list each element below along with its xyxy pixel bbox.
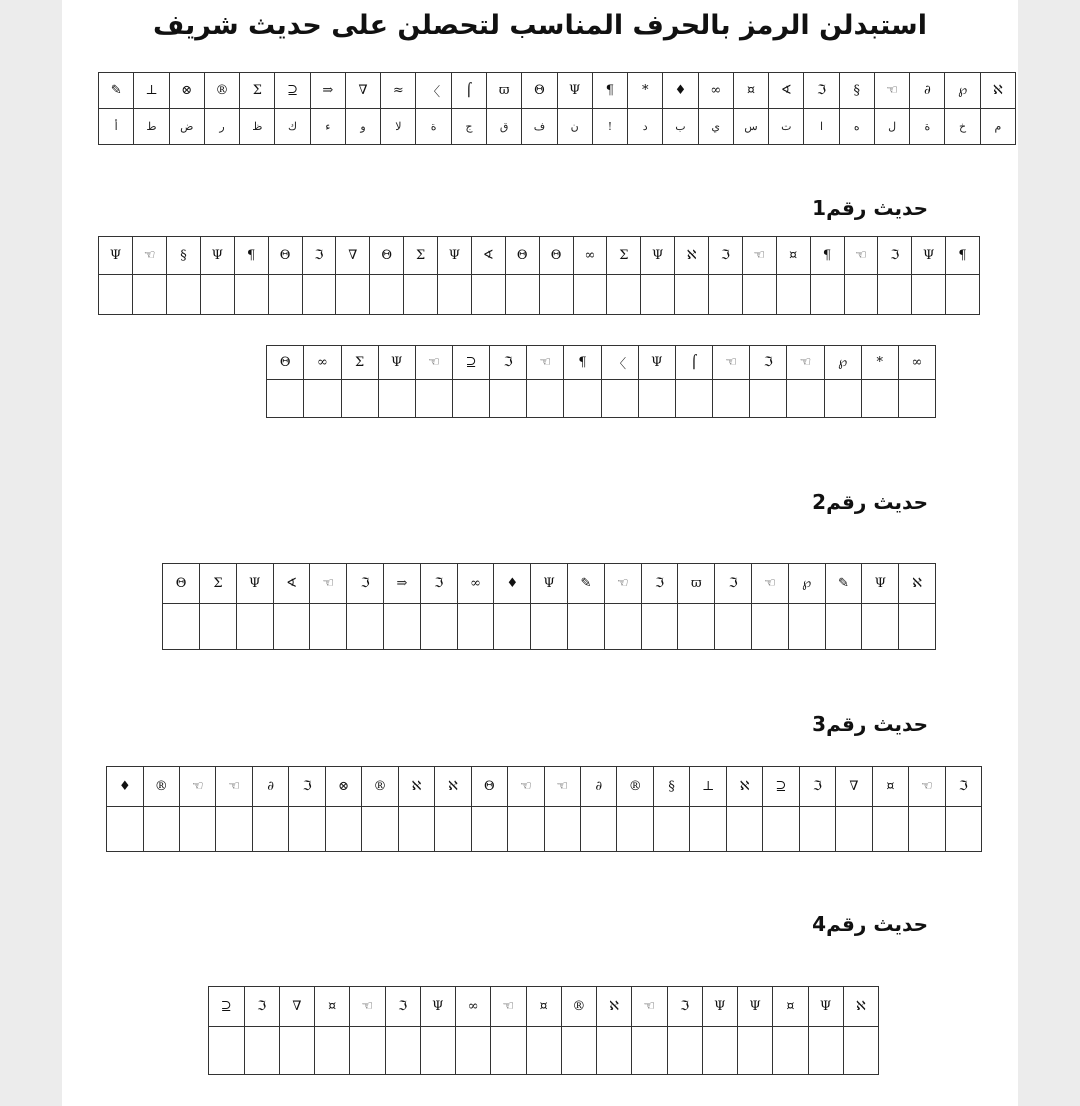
key-letter-cell: ت [769,109,804,145]
cipher-symbol-cell: Ψ [808,987,843,1027]
answer-cell[interactable] [438,275,472,315]
key-letters-row [99,109,1016,145]
cipher-symbol-cell: ⊆ [452,346,489,380]
answer-cell[interactable] [715,604,752,650]
cipher-symbol-cell: ⊆ [209,987,245,1027]
cipher-symbol-cell: ∞ [304,346,341,380]
cipher-symbol-cell: ∇ [836,767,872,807]
key-symbol-cell: ∂ [910,73,945,109]
answer-row [267,380,936,418]
answer-cell[interactable] [641,604,678,650]
answer-cell[interactable] [726,807,762,852]
key-symbol-cell: ϖ [487,73,522,109]
answer-cell[interactable] [824,380,861,418]
cipher-symbol-cell: Θ [163,564,200,604]
answer-cell[interactable] [788,604,825,650]
key-letter-cell: ي [698,109,733,145]
answer-cell[interactable] [362,807,398,852]
answer-cell[interactable] [763,807,799,852]
key-symbol-cell: ¤ [733,73,768,109]
answer-cell[interactable] [236,604,273,650]
answer-cell[interactable] [604,604,641,650]
cipher-symbol-cell: ℑ [667,987,702,1027]
answer-row [163,604,936,650]
cipher-symbol-cell: ℑ [945,767,981,807]
answer-cell[interactable] [861,380,898,418]
cipher-symbol-cell: Σ [607,237,641,275]
cipher-symbol-cell: ∞ [456,987,491,1027]
cipher-symbol-cell: ℑ [709,237,743,275]
cipher-symbol-cell: ⊆ [763,767,799,807]
cipher-symbol-cell: ∇ [336,237,370,275]
cipher-symbol-cell: Θ [370,237,404,275]
hadith-1-table-1 [98,236,980,315]
cipher-symbol-cell: Ψ [200,237,234,275]
cipher-symbol-cell: ⇒ [384,564,421,604]
cipher-symbol-cell: ℑ [302,237,336,275]
key-symbol-cell: ∢ [769,73,804,109]
cipher-key-table [98,72,1016,145]
answer-cell[interactable] [435,807,471,852]
answer-cell[interactable] [617,807,653,852]
key-symbol-cell: ⇒ [310,73,345,109]
cipher-symbol-cell: ℑ [289,767,325,807]
answer-cell[interactable] [909,807,945,852]
key-letter-cell: د [628,109,663,145]
key-letter-cell: ! [592,109,627,145]
answer-cell[interactable] [678,604,715,650]
answer-cell[interactable] [508,807,544,852]
answer-cell[interactable] [810,275,844,315]
cipher-symbol-cell: ☜ [604,564,641,604]
cipher-symbol-cell: ϖ [678,564,715,604]
cipher-symbol-cell: ✎ [825,564,862,604]
cipher-symbol-cell: Σ [200,564,237,604]
answer-cell[interactable] [384,604,421,650]
answer-cell[interactable] [505,275,539,315]
answer-cell[interactable] [289,807,325,852]
key-symbol-cell: ⊥ [134,73,169,109]
key-symbol-cell: * [628,73,663,109]
cipher-symbol-cell: ¶ [564,346,601,380]
cipher-symbol-cell: ✎ [568,564,605,604]
key-symbol-cell: ℑ [804,73,839,109]
cipher-symbol-cell: ℑ [385,987,420,1027]
answer-cell[interactable] [825,604,862,650]
answer-cell[interactable] [244,1027,279,1075]
key-symbol-cell: ☜ [874,73,909,109]
answer-row [107,807,982,852]
hadith-4-heading: حديث رقم4 [812,912,928,936]
cipher-symbol-cell: Ψ [236,564,273,604]
answer-cell[interactable] [702,1027,737,1075]
key-letter-cell: ج [451,109,486,145]
answer-cell[interactable] [675,275,709,315]
symbols-row [107,767,982,807]
cipher-symbol-cell: ¤ [773,987,808,1027]
symbols-row [99,237,980,275]
key-letter-cell: س [733,109,768,145]
key-symbol-cell: 〉 [416,73,451,109]
answer-cell[interactable] [862,604,899,650]
answer-cell[interactable] [539,275,573,315]
key-symbol-cell: ≈ [381,73,416,109]
key-symbol-cell: § [839,73,874,109]
answer-cell[interactable] [216,807,252,852]
cipher-symbol-cell: ☜ [544,767,580,807]
key-symbol-cell: ® [204,73,239,109]
cipher-symbol-cell: § [167,237,201,275]
key-letter-cell: ب [663,109,698,145]
cipher-symbol-cell: ☜ [632,987,667,1027]
cipher-symbol-cell: ∢ [273,564,310,604]
cipher-symbol-cell: ℑ [347,564,384,604]
cipher-symbol-cell: ⌠ [675,346,712,380]
cipher-symbol-cell: ¶ [234,237,268,275]
answer-cell[interactable] [267,380,304,418]
cipher-symbol-cell: Ψ [438,237,472,275]
key-letter-cell: م [980,109,1015,145]
cipher-symbol-cell: ℑ [244,987,279,1027]
key-letter-cell: ر [204,109,239,145]
answer-cell[interactable] [209,1027,245,1075]
answer-cell[interactable] [252,807,288,852]
answer-cell[interactable] [200,604,237,650]
answer-cell[interactable] [457,604,494,650]
key-symbol-cell: ⊆ [275,73,310,109]
cipher-symbol-cell: ⊥ [690,767,726,807]
answer-cell[interactable] [180,807,216,852]
key-letter-cell: ء [310,109,345,145]
cipher-symbol-cell: § [653,767,689,807]
key-letter-cell: ا [804,109,839,145]
cipher-symbol-cell: Θ [267,346,304,380]
answer-cell[interactable] [752,604,789,650]
answer-cell[interactable] [946,275,980,315]
symbols-row [163,564,936,604]
answer-row [209,1027,879,1075]
key-letter-cell: ن [557,109,592,145]
key-letter-cell: ك [275,109,310,145]
answer-cell[interactable] [912,275,946,315]
key-symbols-row [99,73,1016,109]
answer-cell[interactable] [378,380,415,418]
answer-cell[interactable] [143,807,179,852]
cipher-symbol-cell: ☜ [310,564,347,604]
cipher-symbol-cell: Ψ [702,987,737,1027]
answer-cell[interactable] [302,275,336,315]
answer-cell[interactable] [531,604,568,650]
answer-cell[interactable] [607,275,641,315]
symbols-row [267,346,936,380]
answer-cell[interactable] [279,1027,314,1075]
answer-cell[interactable] [268,275,302,315]
answer-cell[interactable] [99,275,133,315]
cipher-symbol-cell: ☜ [508,767,544,807]
answer-cell[interactable] [107,807,144,852]
cipher-symbol-cell: * [861,346,898,380]
key-symbol-cell: Θ [522,73,557,109]
answer-cell[interactable] [808,1027,843,1075]
answer-cell[interactable] [709,275,743,315]
cipher-symbol-cell: Θ [505,237,539,275]
answer-cell[interactable] [315,1027,350,1075]
cipher-symbol-cell: ℵ [726,767,762,807]
answer-cell[interactable] [561,1027,596,1075]
key-symbol-cell: ∞ [698,73,733,109]
key-letter-cell: ة [416,109,451,145]
cipher-symbol-cell: Ψ [862,564,899,604]
cipher-symbol-cell: Σ [404,237,438,275]
cipher-symbol-cell: ☜ [491,987,526,1027]
cipher-symbol-cell: ☜ [909,767,945,807]
cipher-symbol-cell: ♦ [494,564,531,604]
cipher-symbol-cell: ☜ [415,346,452,380]
answer-cell[interactable] [675,380,712,418]
answer-cell[interactable] [750,380,787,418]
key-letter-cell: ظ [240,109,275,145]
answer-cell[interactable] [544,807,580,852]
key-letter-cell: ه [839,109,874,145]
key-letter-cell: أ [99,109,134,145]
answer-cell[interactable] [452,380,489,418]
answer-cell[interactable] [776,275,810,315]
cipher-symbol-cell: ¤ [776,237,810,275]
answer-cell[interactable] [234,275,268,315]
answer-cell[interactable] [836,807,872,852]
answer-cell[interactable] [653,807,689,852]
key-letter-cell: ف [522,109,557,145]
key-symbol-cell: ℵ [980,73,1015,109]
cipher-symbol-cell: ℵ [843,987,878,1027]
cipher-symbol-cell: ℵ [675,237,709,275]
answer-cell[interactable] [415,380,452,418]
answer-cell[interactable] [273,604,310,650]
hadith-2-heading: حديث رقم2 [812,490,928,514]
cipher-symbol-cell: Ψ [738,987,773,1027]
cipher-symbol-cell: ∂ [581,767,617,807]
cipher-symbol-cell: ☜ [713,346,750,380]
cipher-symbol-cell: ☜ [844,237,878,275]
symbols-row [209,987,879,1027]
key-symbol-cell: ⊗ [169,73,204,109]
answer-cell[interactable] [843,1027,878,1075]
cipher-symbol-cell: ® [617,767,653,807]
answer-cell[interactable] [336,275,370,315]
answer-cell[interactable] [456,1027,491,1075]
cipher-symbol-cell: ☜ [133,237,167,275]
answer-cell[interactable] [494,604,531,650]
answer-cell[interactable] [844,275,878,315]
key-letter-cell: خ [945,109,980,145]
cipher-symbol-cell: Ψ [912,237,946,275]
answer-cell[interactable] [398,807,434,852]
cipher-symbol-cell: Θ [539,237,573,275]
answer-cell[interactable] [713,380,750,418]
answer-cell[interactable] [568,604,605,650]
answer-cell[interactable] [163,604,200,650]
cipher-symbol-cell: ℑ [641,564,678,604]
page-title: استبدلن الرمز بالحرف المناسب لتحصلن على حديث شريف [153,10,927,41]
hadith-3-heading: حديث رقم3 [812,712,928,736]
cipher-symbol-cell: ℑ [715,564,752,604]
cipher-symbol-cell: Ψ [531,564,568,604]
key-symbol-cell: ♦ [663,73,698,109]
answer-cell[interactable] [898,380,935,418]
answer-cell[interactable] [310,604,347,650]
answer-cell[interactable] [471,807,507,852]
key-letter-cell: و [345,109,380,145]
cipher-symbol-cell: ℑ [878,237,912,275]
answer-cell[interactable] [347,604,384,650]
answer-cell[interactable] [573,275,607,315]
cipher-symbol-cell: ℘ [788,564,825,604]
answer-cell[interactable] [471,275,505,315]
cipher-symbol-cell: ℑ [799,767,835,807]
key-letter-cell: ل [874,109,909,145]
answer-cell[interactable] [564,380,601,418]
answer-cell[interactable] [133,275,167,315]
answer-cell[interactable] [638,380,675,418]
cipher-symbol-cell: ℑ [750,346,787,380]
cipher-symbol-cell: ∂ [252,767,288,807]
cipher-symbol-cell: ☜ [787,346,824,380]
answer-cell[interactable] [420,604,457,650]
cipher-symbol-cell: ¶ [946,237,980,275]
key-letter-cell: لا [381,109,416,145]
cipher-symbol-cell: ℘ [824,346,861,380]
answer-cell[interactable] [200,275,234,315]
cipher-symbol-cell: ∞ [898,346,935,380]
answer-cell[interactable] [899,604,936,650]
cipher-symbol-cell: Ψ [641,237,675,275]
answer-cell[interactable] [527,380,564,418]
cipher-symbol-cell: ☜ [752,564,789,604]
cipher-symbol-cell: ¤ [526,987,561,1027]
answer-cell[interactable] [581,807,617,852]
key-symbol-cell: ℘ [945,73,980,109]
cipher-symbol-cell: ℵ [899,564,936,604]
key-symbol-cell: Σ [240,73,275,109]
answer-cell[interactable] [738,1027,773,1075]
answer-cell[interactable] [526,1027,561,1075]
cipher-symbol-cell: ☜ [216,767,252,807]
key-letter-cell: ط [134,109,169,145]
answer-cell[interactable] [385,1027,420,1075]
cipher-symbol-cell: ∞ [573,237,607,275]
answer-cell[interactable] [404,275,438,315]
answer-cell[interactable] [799,807,835,852]
cipher-symbol-cell: ¤ [315,987,350,1027]
hadith-1-heading: حديث رقم1 [812,196,928,220]
answer-cell[interactable] [690,807,726,852]
answer-row [99,275,980,315]
answer-cell[interactable] [641,275,675,315]
cipher-symbol-cell: Σ [341,346,378,380]
key-symbol-cell: ∇ [345,73,380,109]
cipher-symbol-cell: ∞ [457,564,494,604]
cipher-symbol-cell: ☜ [350,987,385,1027]
answer-cell[interactable] [325,807,361,852]
answer-cell[interactable] [597,1027,632,1075]
answer-cell[interactable] [878,275,912,315]
cipher-symbol-cell: 〉 [601,346,638,380]
answer-cell[interactable] [304,380,341,418]
key-symbol-cell: ⌠ [451,73,486,109]
hadith-1-table-2 [266,345,936,418]
answer-cell[interactable] [945,807,981,852]
cipher-symbol-cell: ∢ [471,237,505,275]
hadith-4-table [208,986,879,1075]
cipher-symbol-cell: Ψ [420,987,455,1027]
answer-cell[interactable] [341,380,378,418]
worksheet-page [62,0,1018,1106]
cipher-symbol-cell: ® [362,767,398,807]
cipher-symbol-cell: ℵ [597,987,632,1027]
answer-cell[interactable] [787,380,824,418]
answer-cell[interactable] [350,1027,385,1075]
cipher-symbol-cell: ☜ [180,767,216,807]
answer-cell[interactable] [420,1027,455,1075]
answer-cell[interactable] [490,380,527,418]
answer-cell[interactable] [667,1027,702,1075]
cipher-symbol-cell: Ψ [638,346,675,380]
answer-cell[interactable] [167,275,201,315]
answer-cell[interactable] [370,275,404,315]
cipher-symbol-cell: ¤ [872,767,908,807]
cipher-symbol-cell: ⊗ [325,767,361,807]
answer-cell[interactable] [773,1027,808,1075]
hadith-2-table [162,563,936,650]
cipher-symbol-cell: ☜ [742,237,776,275]
cipher-symbol-cell: ℑ [490,346,527,380]
cipher-symbol-cell: ☜ [527,346,564,380]
cipher-symbol-cell: Θ [268,237,302,275]
answer-cell[interactable] [601,380,638,418]
key-symbol-cell: Ψ [557,73,592,109]
cipher-symbol-cell: Ψ [99,237,133,275]
cipher-symbol-cell: Ψ [378,346,415,380]
key-letter-cell: ق [487,109,522,145]
hadith-3-table [106,766,982,852]
answer-cell[interactable] [872,807,908,852]
answer-cell[interactable] [491,1027,526,1075]
cipher-symbol-cell: ® [143,767,179,807]
key-symbol-cell: ¶ [592,73,627,109]
key-letter-cell: ض [169,109,204,145]
cipher-symbol-cell: ℵ [398,767,434,807]
cipher-symbol-cell: ℵ [435,767,471,807]
cipher-symbol-cell: ¶ [810,237,844,275]
cipher-symbol-cell: ℑ [420,564,457,604]
cipher-symbol-cell: ® [561,987,596,1027]
answer-cell[interactable] [742,275,776,315]
cipher-symbol-cell: Θ [471,767,507,807]
key-symbol-cell: ✎ [99,73,134,109]
cipher-symbol-cell: ∇ [279,987,314,1027]
key-letter-cell: ة [910,109,945,145]
cipher-symbol-cell: ♦ [107,767,144,807]
answer-cell[interactable] [632,1027,667,1075]
